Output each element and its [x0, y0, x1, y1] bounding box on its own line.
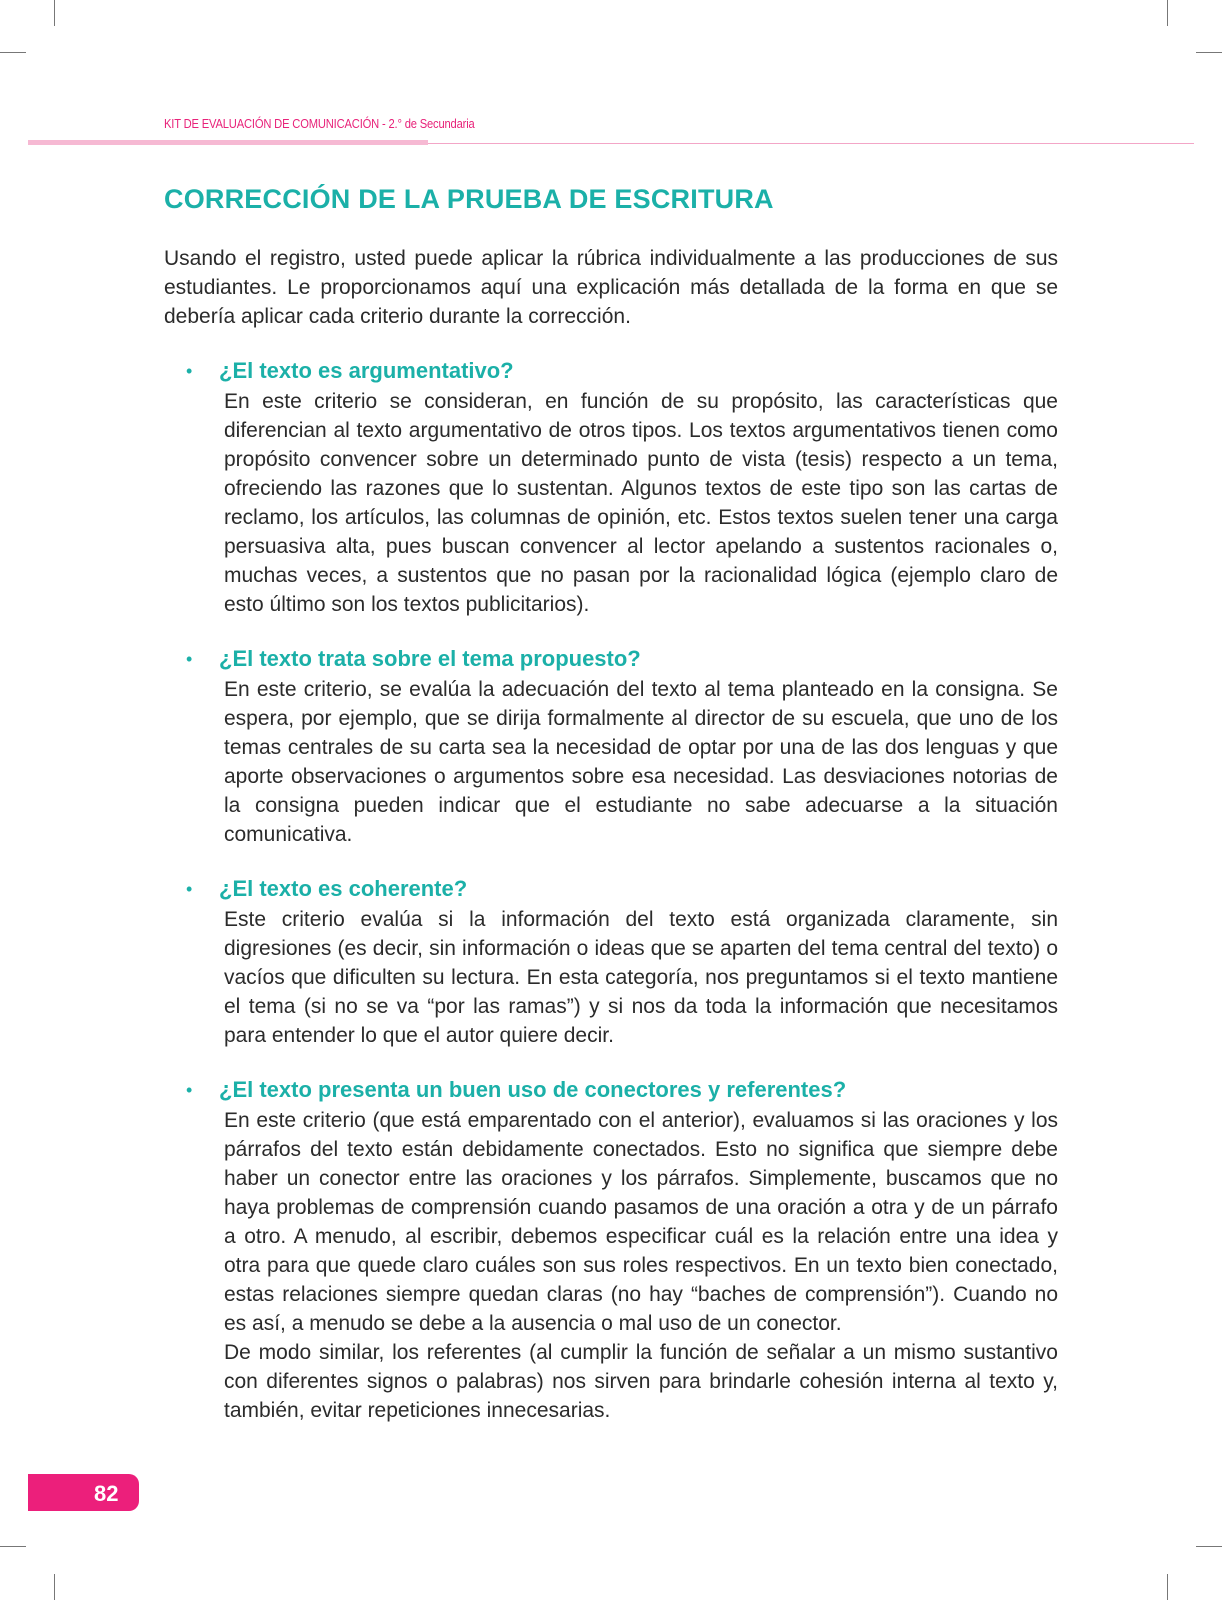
criterion-title: ¿El texto trata sobre el tema propuesto?: [219, 646, 641, 671]
criterion-title: ¿El texto es coherente?: [219, 876, 468, 901]
criterion-body: En este criterio, se evalúa la adecuación del texto al tema planteado en la consigna. Se espera, por ejemplo, que se dirija formalmente al director de su escuela, que uno de los temas centrales de su carta sea la necesidad de optar por una de las dos lenguas y que aporte observaciones o argumentos sobre esa necesidad. Las desviaciones notorias de la consigna pueden indicar que el estudiante no sabe adecuarse a la situación comunicativa.: [224, 678, 1058, 846]
crop-mark-bottom-right-h: [1196, 1546, 1222, 1547]
criterion-body: En este criterio se consideran, en función de su propósito, las características que diferencian al texto argumentativo de otros tipos. Los textos argumentativos tienen como propósito convencer sobre un determinado punto de vista (tesis) respecto a un tema, ofreciendo las razones que lo sustentan. Algunos textos de este tipo son las cartas de reclamo, los artículos, las columnas de opinión, etc. Estos textos suelen tener una carga persuasiva alta, pues buscan convencer al lector apelando a sustentos racionales o, muchas veces, a sustentos que no pasan por la racionalidad lógica (ejemplo claro de esto último son los textos publicitarios).: [224, 390, 1058, 616]
header-rule-thick: [28, 140, 428, 145]
criterion-argumentative: [164, 355, 1058, 619]
bullet-icon: •: [186, 879, 193, 899]
criterion-heading: [164, 1074, 1058, 1106]
criterion-body-continued: De modo similar, los referentes (al cumplir la función de señalar a un mismo sustantivo con diferentes signos o palabras) nos sirven para brindarle cohesión interna al texto y, también, evitar repeticiones innecesarias.: [224, 1341, 1058, 1422]
criterion-topic: [164, 643, 1058, 849]
criterion-body: Este criterio evalúa si la información del texto está organizada claramente, sin digresiones (es decir, sin información o ideas que se aparten del tema central del texto) o vacíos que dificulten su lectura. En esta categoría, nos preguntamos si el texto mantiene el tema (si no se va “por las ramas”) y si nos da toda la información que necesitamos para entender lo que el autor quiere decir.: [224, 908, 1058, 1047]
section-title: CORRECCIÓN DE LA PRUEBA DE ESCRITURA: [164, 184, 774, 214]
criterion-heading: [164, 355, 1058, 387]
criterion-title: ¿El texto presenta un buen uso de conectores y referentes?: [219, 1077, 847, 1102]
criterion-connectors: [164, 1074, 1058, 1425]
bullet-icon: •: [186, 361, 193, 381]
crop-mark-bottom-left-h: [0, 1546, 26, 1547]
bullet-icon: •: [186, 1080, 193, 1100]
criterion-heading: [164, 643, 1058, 675]
main-content: [164, 244, 1058, 1425]
criterion-title: ¿El texto es argumentativo?: [219, 358, 514, 383]
crop-mark-top-left-h: [0, 52, 26, 53]
crop-mark-top-left-v: [54, 0, 55, 26]
crop-mark-top-right-v: [1167, 0, 1168, 26]
crop-mark-bottom-left-v: [54, 1574, 55, 1600]
crop-mark-top-right-h: [1196, 52, 1222, 53]
crop-mark-bottom-right-v: [1167, 1574, 1168, 1600]
criterion-coherence: [164, 873, 1058, 1050]
page-number-badge: [28, 1474, 139, 1511]
page-number: 82: [94, 1481, 119, 1506]
criterion-heading: [164, 873, 1058, 905]
running-header: KIT DE EVALUACIÓN DE COMUNICACIÓN - 2.° de Secundaria: [164, 116, 475, 131]
criterion-body: En este criterio (que está emparentado con el anterior), evaluamos si las oraciones y los párrafos del texto están debidamente conectados. Esto no significa que siempre debe haber un conector entre las oraciones y los párrafos. Simplemente, buscamos que no haya problemas de comprensión cuando pasamos de una oración a otra y de un párrafo a otro. A menudo, al escribir, debemos especificar cuál es la relación entre una idea y otra para que quede claro cuáles son sus roles respectivos. En un texto bien conectado, estas relaciones siempre quedan claras (no hay “baches de comprensión”). Cuando no es así, a menudo se debe a la ausencia o mal uso de un conector.: [224, 1109, 1058, 1335]
intro-paragraph: Usando el registro, usted puede aplicar la rúbrica individualmente a las producciones de sus estudiantes. Le proporcionamos aquí una explicación más detallada de la forma en que se debería aplicar cada criterio durante la corrección.: [164, 247, 1058, 328]
bullet-icon: •: [186, 649, 193, 669]
